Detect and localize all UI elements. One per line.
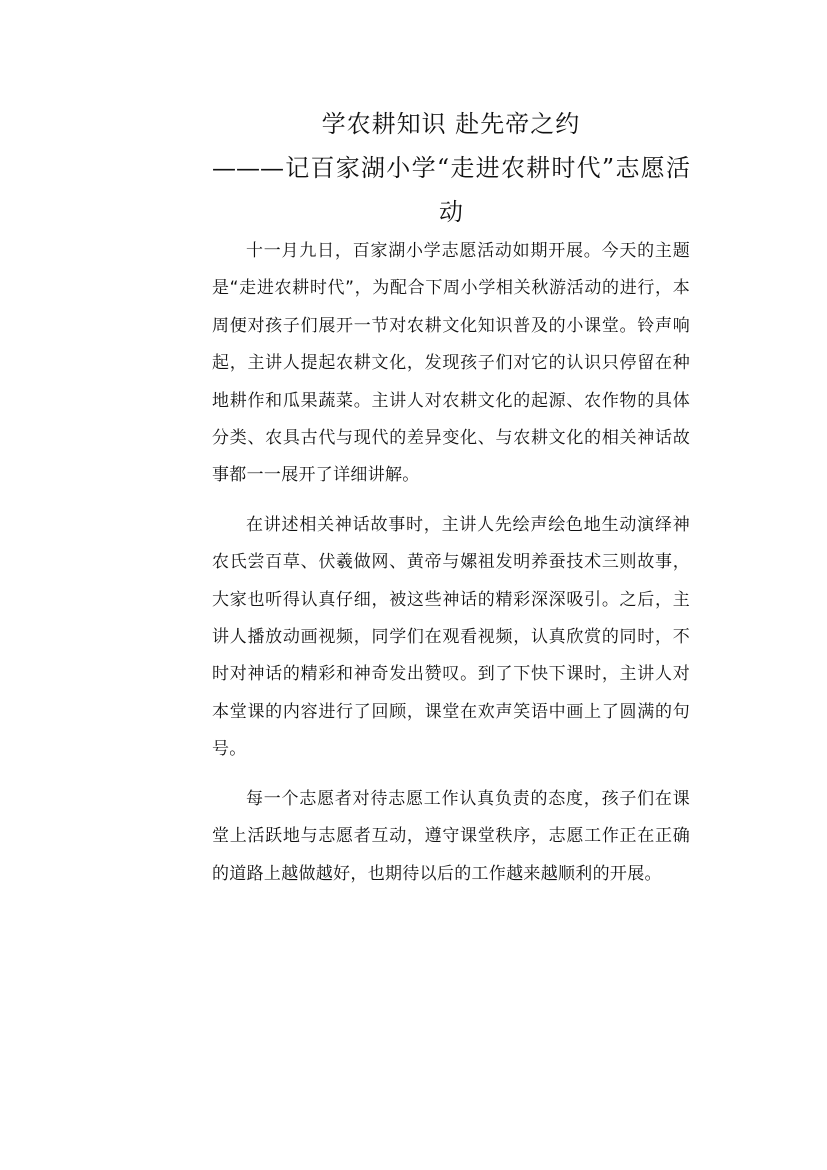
paragraph-3: 每一个志愿者对待志愿工作认真负责的态度，孩子们在课堂上活跃地与志愿者互动，遵守课堂秩序，志愿工作正在正确的道路上越做越好，也期待以后的工作越来越顺利的开展。 [212,788,690,884]
paragraph-2: 在讲述相关神话故事时，主讲人先绘声绘色地生动演绎神农氏尝百草、伏羲做网、黄帝与嫘祖发明养蚕技术三则故事，大家也听得认真仔细，被这些神话的精彩深深吸引。之后，主讲人播放动画视频，同学们在观看视频，认真欣赏的同时，不时对神话的精彩和神奇发出赞叹。到了下快下课时，主讲人对本堂课的内容进行了回顾，课堂在欢声笑语中画上了圆满的句号。 [212,514,690,760]
title-block [212,102,690,234]
paragraph-1: 十一月九日，百家湖小学志愿活动如期开展。今天的主题是“走进农耕时代”，为配合下周小学相关秋游活动的进行，本周便对孩子们展开一节对农耕文化知识普及的小课堂。铃声响起，主讲人提起农耕文化，发现孩子们对它的认识只停留在种地耕作和瓜果蔬菜。主讲人对农耕文化的起源、农作物的具体分类、农具古代与现代的差异变化、与农耕文化的相关神话故事都一一展开了详细讲解。 [212,241,690,486]
document-title: 学农耕知识 赴先帝之约 [321,110,581,138]
document-body [212,233,690,905]
document-subtitle: ———记百家湖小学“走进农耕时代”志愿活动 [212,154,690,226]
